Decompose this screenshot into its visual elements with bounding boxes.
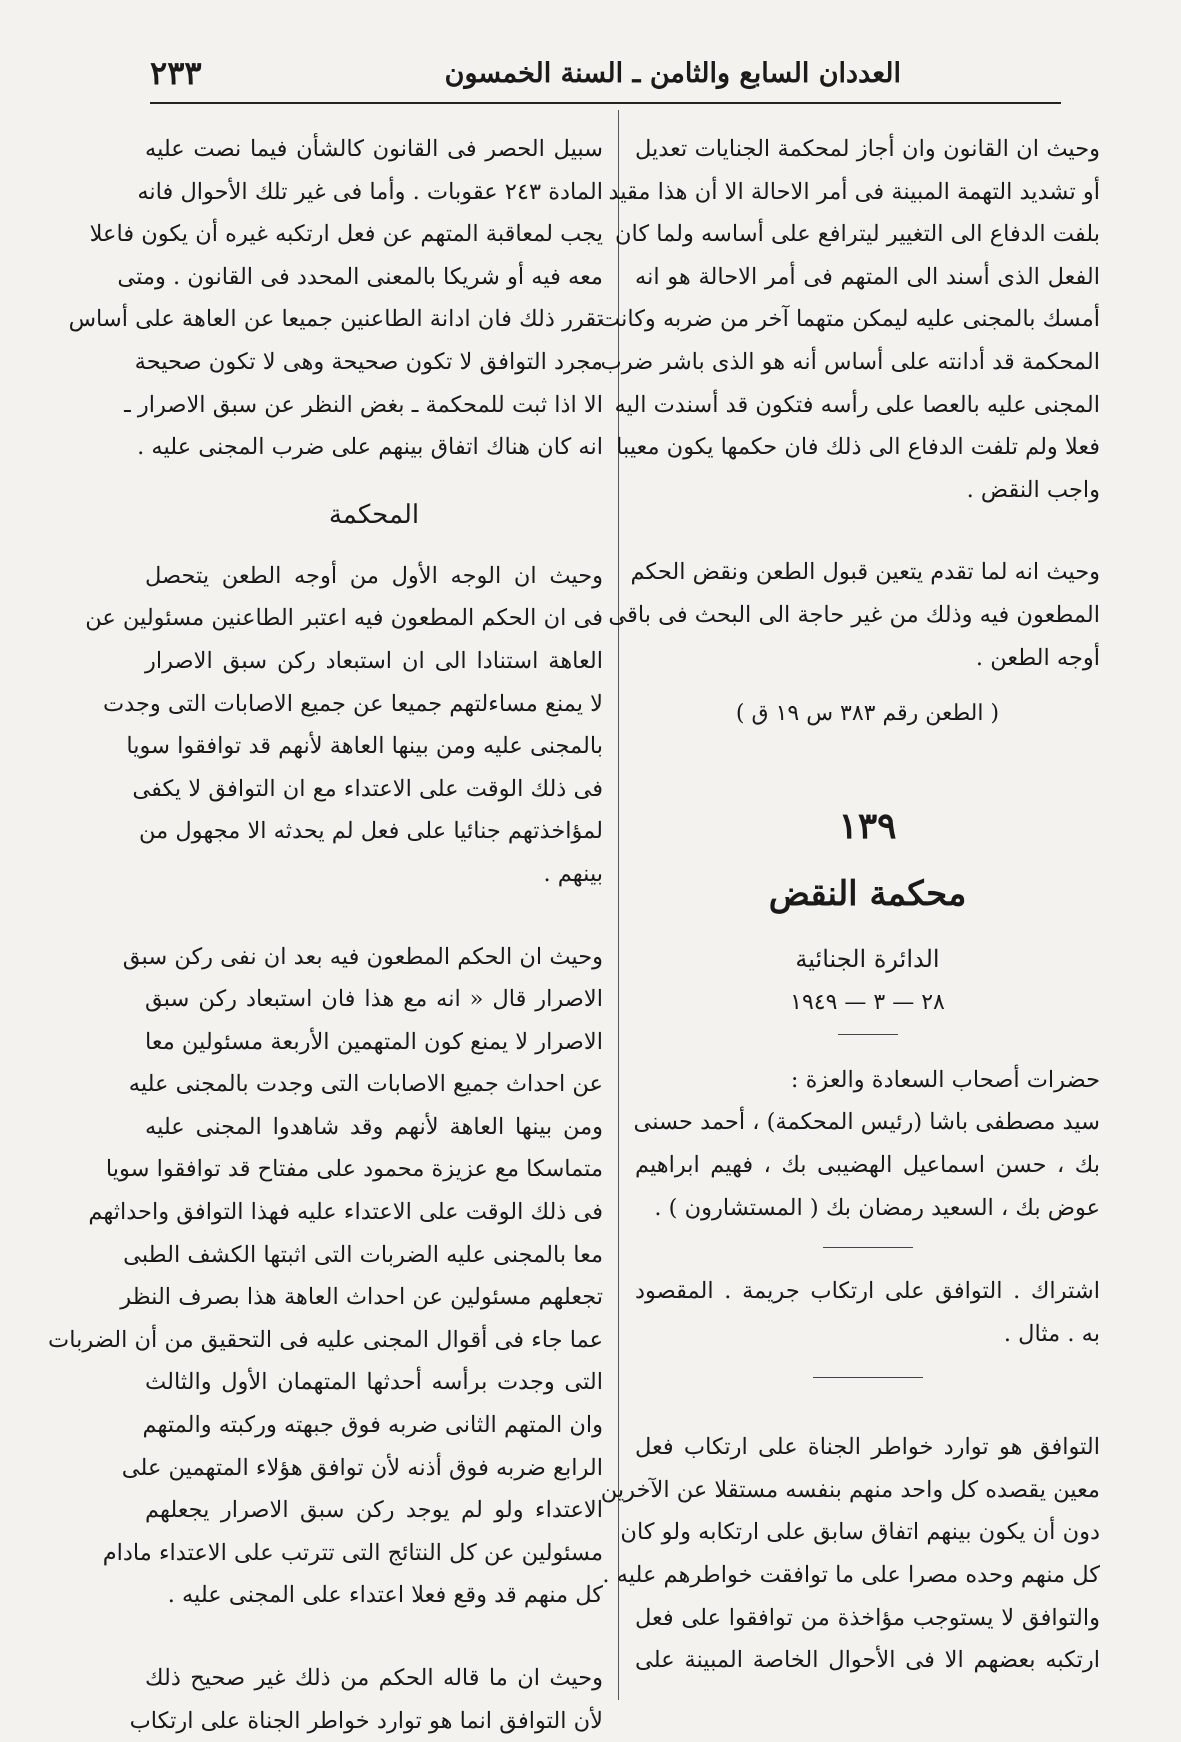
text-line: عما جاء فى أقوال المجنى عليه فى التحقيق من أن الضربات	[48, 1326, 603, 1353]
right-column	[599, 128, 1100, 1682]
header-title: العددان السابع والثامن ـ السنة الخمسون	[444, 58, 901, 89]
page-header	[150, 52, 1061, 104]
case-citation: ( الطعن رقم ٣٨٣ س ١٩ ق )	[735, 701, 1000, 727]
text-line: يجب لمعاقبة المتهم عن فعل ارتكبه غيره أن يكون فاعلا	[89, 221, 603, 248]
text-line: بلفت الدفاع الى التغيير ليترافع على أساسه ولما كان	[615, 221, 1100, 248]
text-line: كل منهم قد وقع فعلا اعتداء على المجنى عليه .	[167, 1582, 603, 1609]
text-line: ارتكبه بعضهم الا فى الأحوال الخاصة المبينة على	[635, 1647, 1100, 1674]
text-line: وحيث ان القانون وان أجاز لمحكمة الجنايات تعديل	[635, 136, 1100, 162]
text-line: الرابع ضربه فوق أذنه لأن توافق هؤلاء المتهمين على	[121, 1454, 603, 1481]
divider	[823, 1247, 913, 1248]
text-line: أمسك بالمجنى عليه ليمكن متهما آخر من ضربه وكانت	[599, 306, 1100, 333]
text-line: بالمجنى عليه ومن بينها العاهة لأنهم قد توافقوا سويا	[126, 733, 603, 760]
text-line: اشتراك . التوافق على ارتكاب جريمة . المقصود	[635, 1278, 1100, 1305]
text-line: المحكمة قد أدانته على أساس أنه هو الذى باشر ضرب	[600, 348, 1100, 375]
text-line: عوض بك ، السعيد رمضان بك ( المستشارون ) .	[654, 1194, 1100, 1221]
text-line: فى ذلك الوقت على الاعتداء عليه فهذا التوافق واحداثهم	[88, 1199, 603, 1226]
text-line: معين يقصده كل واحد منهم بنفسه مستقلا عن الآخرين	[600, 1476, 1100, 1503]
text-line: حضرات أصحاب السعادة والعزة :	[790, 1066, 1100, 1093]
text-line: لا يمنع مساءلتهم جميعا عن جميع الاصابات التى وجدت	[102, 690, 603, 717]
text-line: الاعتداء ولو لم يوجد ركن سبق الاصرار يجعلهم	[145, 1497, 603, 1524]
paragraph	[129, 1657, 603, 1742]
text-line: لمؤاخذتهم جنائيا على فعل لم يحدثه الا مجهول من	[139, 818, 603, 845]
text-line: به . مثال .	[1003, 1320, 1100, 1347]
summary-paragraph	[635, 1270, 1100, 1355]
text-line: مسئولين عن كل النتائج التى تترتب على الاعتداء مادام	[102, 1539, 603, 1566]
text-line: الاصرار قال « انه مع هذا فان استبعاد ركن سبق	[145, 986, 603, 1013]
text-line: تجعلهم مسئولين عن احداث العاهة هذا بصرف النظر	[120, 1284, 603, 1311]
text-line: المجنى عليه بالعصا على رأسه فتكون قد أسندت اليه	[614, 391, 1100, 418]
text-line: انه كان هناك اتفاق بينهم على ضرب المجنى عليه .	[137, 434, 603, 461]
text-line: وان المتهم الثانى ضربه فوق جبهته وركبته والمتهم	[142, 1412, 603, 1439]
left-column	[48, 128, 603, 1742]
panel-paragraph	[635, 1059, 1100, 1229]
text-line: بينهم .	[543, 860, 603, 887]
page-number: ٢٣٣	[150, 54, 202, 92]
paragraph	[48, 936, 603, 1618]
court-name: محكمة النقض	[768, 873, 967, 914]
text-line: الاصرار لا يمنع كون المتهمين الأربعة مسئولين معا	[145, 1028, 603, 1055]
text-line: والتوافق لا يستوجب مؤاخذة من توافقوا على فعل	[635, 1604, 1100, 1631]
text-line: وحيث ان ما قاله الحكم من ذلك غير صحيح ذلك	[145, 1665, 603, 1691]
text-line: كل منهم وحده مصرا على ما توافقت خواطرهم عليه .	[602, 1562, 1100, 1589]
divider	[813, 1377, 923, 1378]
text-line: أو تشديد التهمة المبينة فى أمر الاحالة الا أن هذا مقيد	[608, 178, 1100, 205]
text-line: ومن بينها العاهة لأنهم وقد شاهدوا المجنى عليه	[145, 1113, 603, 1140]
text-line: المطعون فيه وذلك من غير حاجة الى البحث فى باقى	[608, 601, 1100, 628]
text-line: فى ان الحكم المطعون فيه اعتبر الطاعنين مسئولين عن	[85, 605, 603, 632]
text-line: وحيث انه لما تقدم يتعين قبول الطعن ونقض الحكم	[630, 559, 1100, 586]
text-line: الفعل الذى أسند الى المتهم فى أمر الاحالة هو انه	[635, 263, 1100, 290]
text-line: العاهة استنادا الى ان استبعاد ركن سبق الاصرار	[145, 647, 603, 674]
text-line: فى ذلك الوقت على الاعتداء مع ان التوافق لا يكفى	[132, 775, 603, 802]
text-line: تقرر ذلك فان ادانة الطاعنين جميعا عن العاهة على أساس	[68, 306, 603, 333]
text-line: مجرد التوافق لا تكون صحيحة وهى لا تكون صحيحة	[134, 348, 603, 375]
text-line: المادة ٢٤٣ عقوبات . وأما فى غير تلك الأحوال فانه	[137, 178, 603, 205]
circuit-name: الدائرة الجنائية	[795, 944, 940, 973]
text-line: التوافق هو توارد خواطر الجناة على ارتكاب فعل	[635, 1434, 1100, 1461]
principle-paragraph	[600, 1426, 1100, 1682]
text-line: واجب النقض .	[966, 476, 1100, 503]
text-line: وحيث ان الوجه الأول من أوجه الطعن يتحصل	[145, 562, 603, 589]
paragraph	[68, 128, 603, 469]
paragraph	[608, 551, 1100, 679]
text-line: متماسكا مع عزيزة محمود على مفتاح قد توافقوا سويا	[105, 1156, 603, 1183]
paragraph	[85, 555, 603, 896]
paragraph	[599, 128, 1100, 511]
text-line: بك ، حسن اسماعيل الهضيبى بك ، فهيم ابراهيم	[635, 1151, 1100, 1178]
text-line: لأن التوافق انما هو توارد خواطر الجناة على ارتكاب	[129, 1707, 603, 1734]
case-number: ١٣٩	[838, 804, 897, 847]
text-line: سبيل الحصر فى القانون كالشأن فيما نصت عليه	[145, 136, 603, 162]
text-line: سيد مصطفى باشا (رئيس المحكمة) ، أحمد حسنى	[633, 1109, 1100, 1136]
text-line: معه فيه أو شريكا بالمعنى المحدد فى القانون . ومتى	[117, 263, 603, 290]
text-line: التى وجدت برأسه أحدثها المتهمان الأول والثالث	[145, 1369, 603, 1396]
text-line: دون أن يكون بينهم اتفاق سابق على ارتكابه ولو كان	[620, 1519, 1100, 1546]
divider	[838, 1034, 898, 1035]
text-line: وحيث ان الحكم المطعون فيه بعد ان نفى ركن سبق	[122, 943, 603, 970]
text-line: معا بالمجنى عليه الضربات التى اثبتها الكشف الطبى	[123, 1241, 603, 1268]
section-heading: المحكمة	[328, 499, 420, 530]
text-line: الا اذا ثبت للمحكمة ـ بغض النظر عن سبق الاصرار ـ	[124, 391, 603, 418]
text-line: فعلا ولم تلفت الدفاع الى ذلك فان حكمها يكون معيبا	[616, 434, 1100, 461]
text-line: عن احداث جميع الاصابات التى وجدت بالمجنى عليه	[128, 1071, 603, 1098]
session-date: ٢٨ — ٣ — ١٩٤٩	[790, 989, 945, 1015]
text-line: أوجه الطعن .	[975, 644, 1100, 671]
